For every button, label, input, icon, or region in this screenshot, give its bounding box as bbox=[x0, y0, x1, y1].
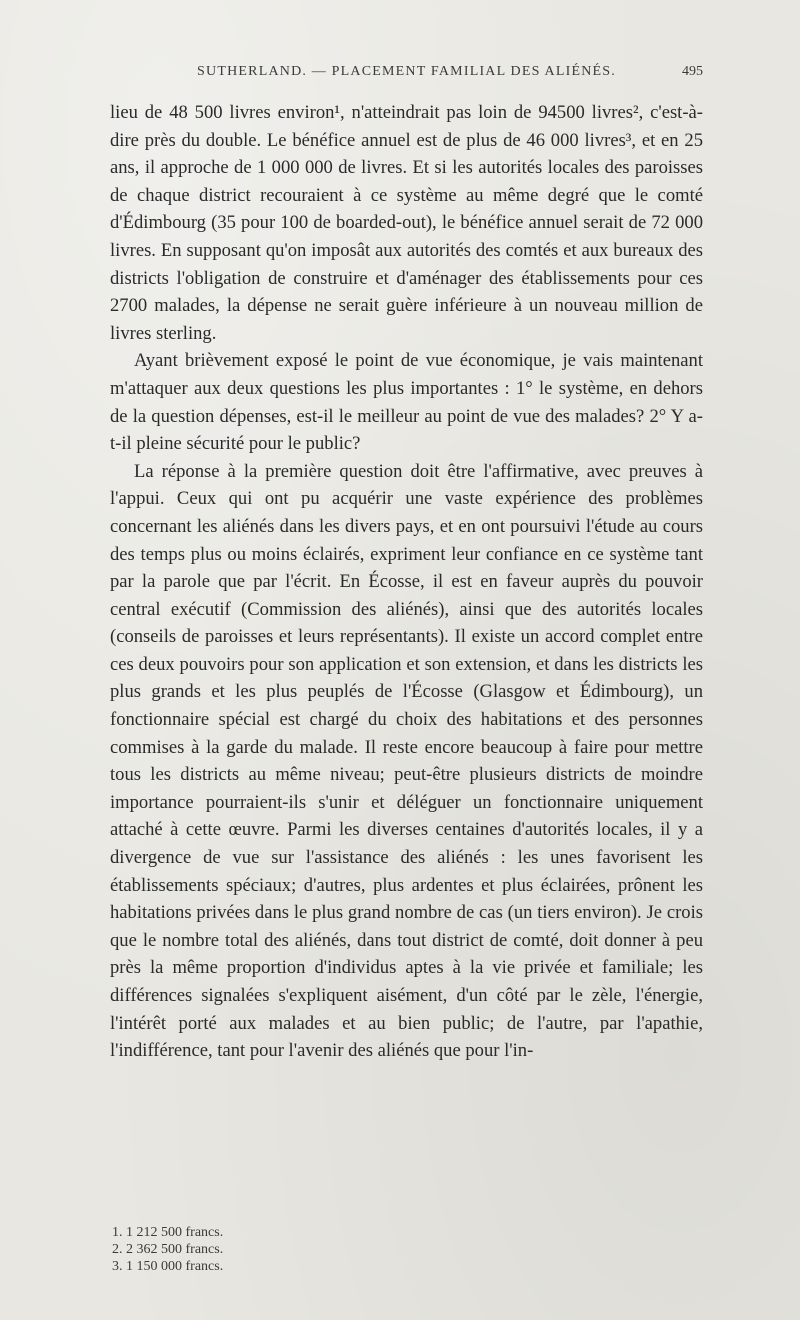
page-number: 495 bbox=[682, 64, 703, 79]
paragraph-2: Ayant brièvement exposé le point de vue économique, je vais maintenant m'attaquer aux deux questions les plus importantes : 1° le système, en dehors de la question dépenses, est-il le meilleur au point de vue des malades? 2° Y a-t-il pleine sécurité pour le public? bbox=[110, 350, 703, 455]
running-title: SUTHERLAND. — PLACEMENT FAMILIAL DES ALIÉNÉS. bbox=[197, 64, 616, 79]
footnote-2: 2. 2 362 500 francs. bbox=[112, 1242, 224, 1257]
footnotes bbox=[110, 1224, 410, 1275]
paragraph-3: La réponse à la première question doit être l'affirmative, avec preuves à l'appui. Ceux qui ont pu acquérir une vaste expérience des problèmes concernant les aliénés dans les divers pays, et en ont poursuivi l'étude au cours des temps plus ou moins éclairés, expriment leur confiance en ce système tant par la parole que par l'écrit. En Écosse, il est en faveur auprès du pouvoir central exécutif (Commission des aliénés), ainsi que des autorités locales (conseils de paroisses et leurs représentants). Il existe un accord complet entre ces deux pouvoirs pour son application et son extension, et dans les districts les plus grands et les plus peuplés de l'Écosse (Glasgow et Édimbourg), un fonctionnaire spécial est chargé du choix des habitations et des personnes commises à la garde du malade. Il reste encore beaucoup à faire pour mettre tous les districts au même niveau; peut-être plusieurs districts de moindre importance pourraient-ils s'unir et déléguer un fonctionnaire uniquement attaché à cette œuvre. Parmi les diverses centaines d'autorités locales, il y a divergence de vue sur l'assistance des aliénés : les unes favorisent les établissements spéciaux; d'autres, plus ardentes et plus éclairées, prônent les habitations privées dans le plus grand nombre de cas (un tiers environ). Je crois que le nombre total des aliénés, dans tout district de comté, doit donner à peu près la même proportion d'individus aptes à la vie privée et familiale; les différences signalées s'expliquent aisément, d'un côté par le zèle, l'énergie, l'intérêt porté aux malades et au bien public; de l'autre, par l'apathie, l'indifférence, tant pour l'avenir des aliénés que pour l'in- bbox=[110, 460, 703, 1062]
footnote-3: 3. 1 150 000 francs. bbox=[112, 1259, 224, 1274]
running-header bbox=[110, 64, 703, 86]
body-text bbox=[110, 99, 703, 1065]
paragraph-1: lieu de 48 500 livres environ¹, n'atteindrait pas loin de 94500 livres², c'est-à-dire près du double. Le bénéfice annuel est de plus de 46 000 livres³, et en 25 ans, il approche de 1 000 000 de livres. Et si les autorités locales des paroisses de chaque district recouraient à ce système au même degré que le comté d'Édimbourg (35 pour 100 de boarded-out), le bénéfice annuel serait de 72 000 livres. En supposant qu'on imposât aux autorités des comtés et aux bureaux des districts l'obligation de construire et d'aménager des établissements pour ces 2700 malades, la dépense ne serait guère inférieure à un nouveau million de livres sterling. bbox=[110, 102, 703, 344]
footnote-1: 1. 1 212 500 francs. bbox=[112, 1225, 224, 1240]
